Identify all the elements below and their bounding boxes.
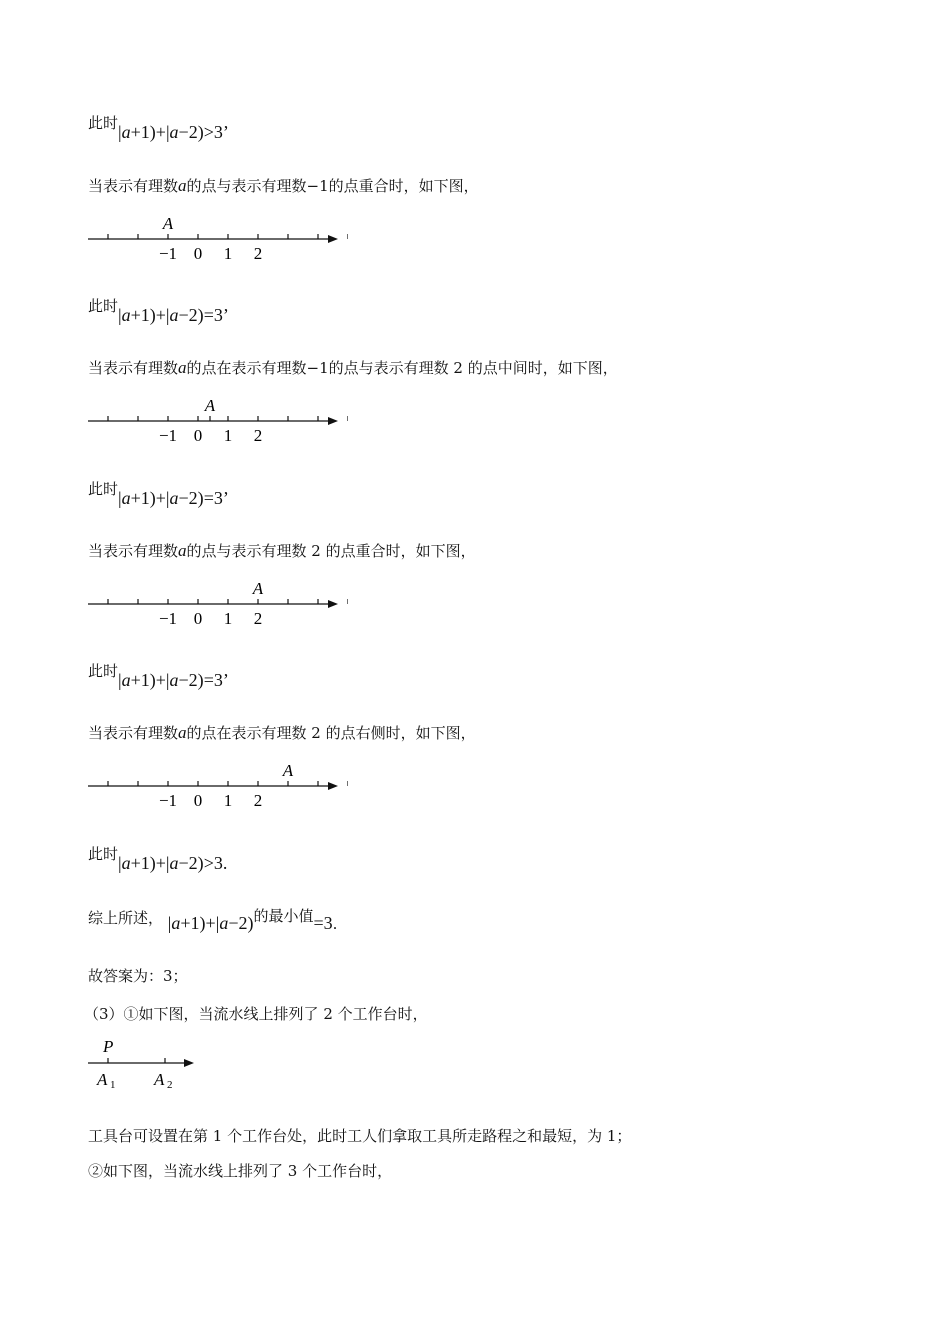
number-line-4 [88,755,348,815]
tick-label: 0 [193,791,203,810]
number-line-1 [88,208,348,268]
tick-label: −1 [158,244,178,263]
part3-conclusion: 工具台可设置在第 1 个工作台处，此时工人们拿取工具所走路程之和最短，为 1； [88,1127,632,1145]
relation: >3 [203,122,223,142]
tick-label: 0 [193,609,203,628]
tick-label: −1 [158,426,178,445]
arrow-head-icon [328,417,338,425]
tick-label: 2 [253,426,263,445]
point-a-label: A [252,579,264,598]
tick-label: 2 [253,791,263,810]
tick-label: 1 [223,609,233,628]
label-p: P [103,1037,114,1056]
tick-label: 2 [253,244,263,263]
abs-expression: |a+1)+|a−2)>3’ [118,122,229,142]
arrow-head-icon [184,1059,194,1067]
point-a-label: A [162,214,174,233]
part3-next: ②如下图，当流水线上排列了 3 个工作台时， [88,1162,393,1180]
result-line-3: 此时|a+1)+|a−2)=3’ [88,480,229,508]
arrow-head-icon [328,782,338,790]
case-description-4: 当表示有理数a的点在表示有理数 2 的点右侧时，如下图， [88,723,476,742]
label-a2: A [154,1070,165,1089]
result-line-4: 此时|a+1)+|a−2)=3’ [88,662,229,690]
tick-label: −1 [158,791,178,810]
result-line-2: 此时|a+1)+|a−2)=3’ [88,297,229,325]
case-description-2: 当表示有理数a的点在表示有理数−1的点与表示有理数 2 的点中间时，如下图， [88,358,618,377]
result-line-5: 此时|a+1)+|a−2)>3. [88,845,228,873]
workbench-diagram [88,1033,228,1093]
number-line-2 [88,390,348,450]
point-a-label: A [282,761,294,780]
case-description-1: 当表示有理数a的点与表示有理数−1的点重合时，如下图， [88,176,479,195]
tick-label: 1 [223,426,233,445]
arrow-head-icon [328,600,338,608]
answer-line: 故答案为：3； [88,967,188,985]
tick-label: −1 [158,609,178,628]
case-description-3: 当表示有理数a的点与表示有理数 2 的点重合时，如下图， [88,541,476,560]
tick-label: 0 [193,244,203,263]
tick-label: 1 [223,791,233,810]
arrow-head-icon [328,235,338,243]
point-a-label: A [204,396,216,415]
result-prefix: 此时 [88,114,119,132]
part3-intro: （3）①如下图，当流水线上排列了 2 个工作台时， [84,1005,428,1023]
label-a1-sub: 1 [110,1079,116,1091]
summary-line: 综上所述， |a+1)+|a−2)的最小值=3. [88,907,338,933]
number-line-3 [88,573,348,633]
tick-label: 2 [253,609,263,628]
result-line-1 [88,114,229,143]
tick-label: 0 [193,426,203,445]
tick-label: 1 [223,244,233,263]
label-a1: A [97,1070,108,1089]
label-a2-sub: 2 [167,1079,173,1091]
